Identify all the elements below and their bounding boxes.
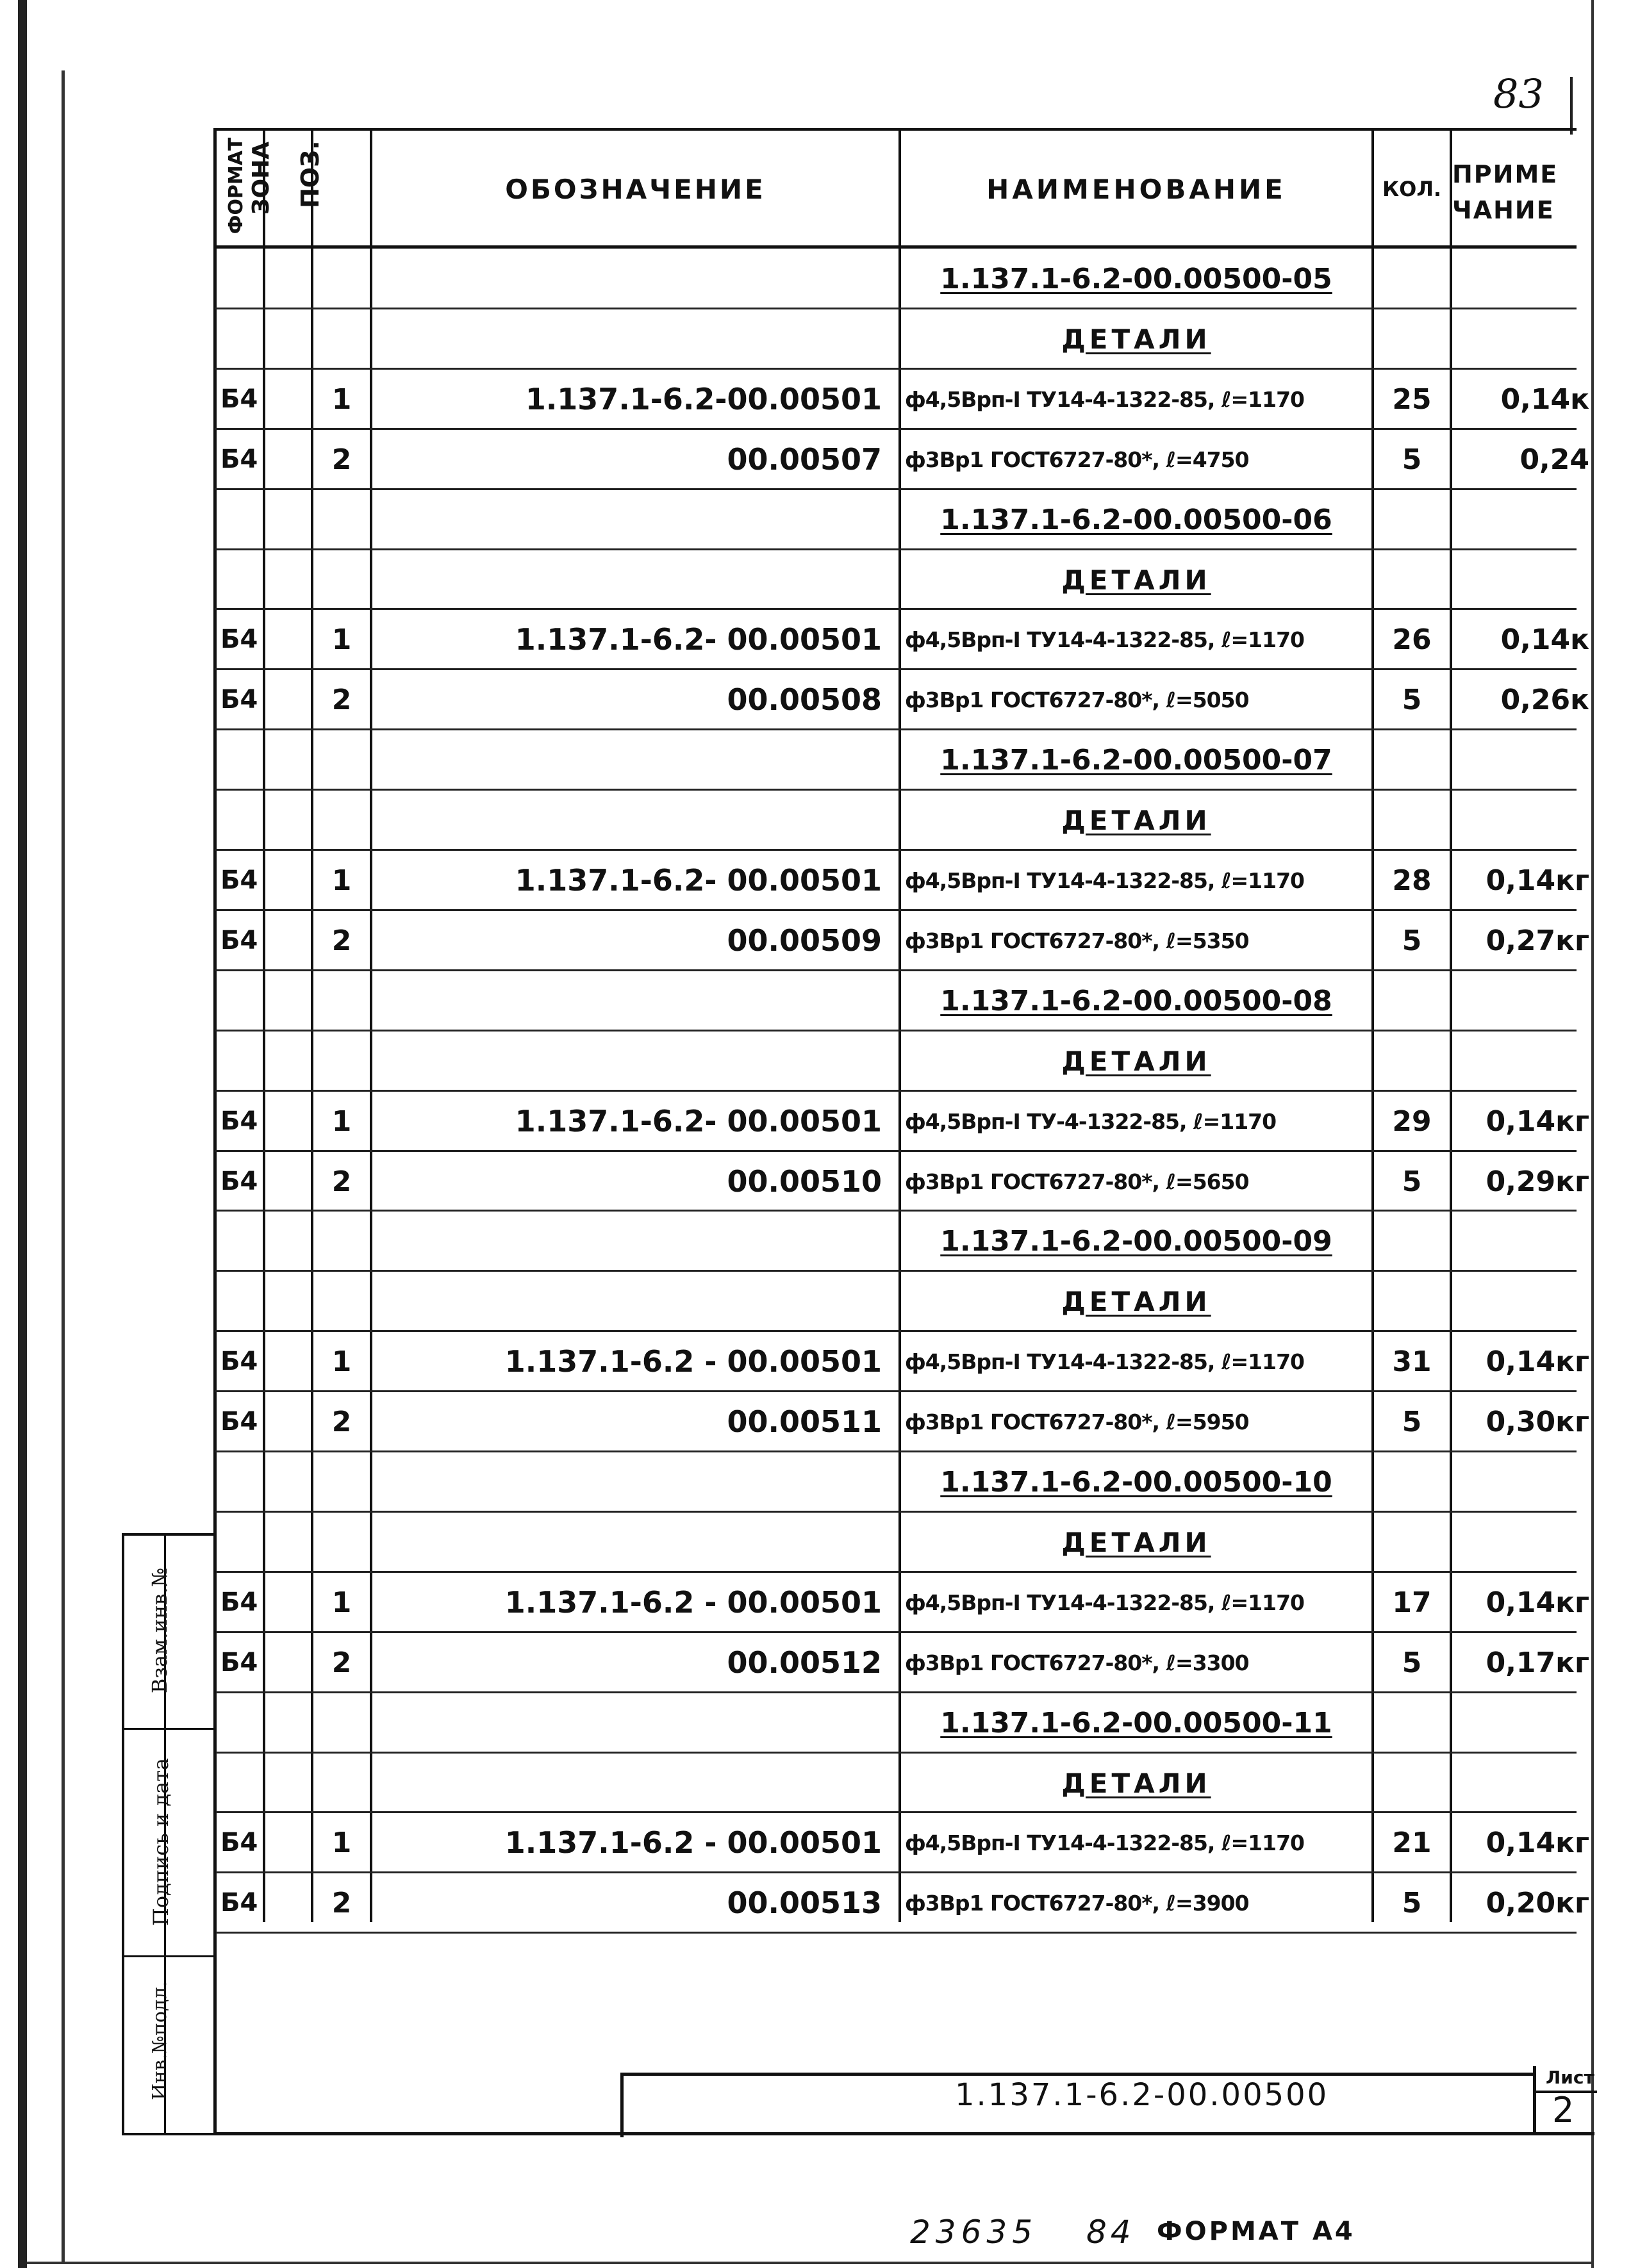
sheet-number: 83 (1493, 70, 1544, 117)
cell-qty: 29 (1392, 1105, 1432, 1138)
cell-name: ф4,5Врп-I ТУ14-4-1322-85, ℓ=1170 (905, 1349, 1305, 1374)
cell-name: ф3Вр1 ГОСТ6727-80*, ℓ=5050 (905, 687, 1249, 712)
cell-qty: 28 (1392, 864, 1432, 897)
cell-format: Б4 (220, 1588, 258, 1617)
cell-qty: 26 (1392, 623, 1432, 656)
cell-format: Б4 (220, 1167, 258, 1196)
cell-format: Б4 (220, 1347, 258, 1376)
cell-note: 0,14кг (1486, 1826, 1589, 1859)
cell-format: Б4 (220, 866, 258, 895)
cell-qty: 25 (1392, 382, 1432, 416)
section-title: ДЕТАЛИ (1061, 1285, 1211, 1317)
footer-page: 84 (1086, 2214, 1135, 2251)
group-title: 1.137.1-6.2-00.00500-10 (940, 1465, 1332, 1499)
cell-note: 0,14кг (1486, 1345, 1589, 1378)
row-divider (215, 308, 1577, 309)
cell-designation: 1.137.1-6.2-00.00501 (525, 382, 882, 416)
cell-pos: 2 (331, 1405, 352, 1438)
row-divider (215, 789, 1577, 791)
cell-note: 0,27кг (1486, 924, 1589, 957)
sheet-value: 2 (1552, 2090, 1575, 2130)
cell-pos: 2 (331, 1886, 352, 1919)
cell-qty: 5 (1402, 1886, 1422, 1919)
row-divider (215, 1030, 1577, 1031)
archive-number: 23635 (910, 2214, 1038, 2251)
row-divider (215, 548, 1577, 550)
cell-format: Б4 (220, 625, 258, 654)
cell-designation: 00.00509 (727, 923, 882, 958)
cell-name: ф4,5Врп-I ТУ14-4-1322-85, ℓ=1170 (905, 1590, 1305, 1615)
cell-format: Б4 (220, 1828, 258, 1857)
cell-name: ф3Вр1 ГОСТ6727-80*, ℓ=4750 (905, 447, 1249, 472)
cell-format: Б4 (220, 445, 258, 474)
header-designation: ОБОЗНАЧЕНИЕ (505, 173, 766, 205)
cell-pos: 1 (331, 1105, 352, 1138)
cell-format: Б4 (220, 1407, 258, 1436)
cell-note: 0,17кг (1486, 1646, 1589, 1679)
group-title: 1.137.1-6.2-00.00500-06 (940, 503, 1332, 536)
header-note-line2: ЧАНИЕ (1452, 196, 1555, 224)
cell-pos: 2 (331, 1165, 352, 1198)
header-qty: КОЛ. (1382, 177, 1442, 201)
section-title: ДЕТАЛИ (1061, 1045, 1211, 1077)
header-pos: ПОЗ. (296, 140, 324, 208)
cell-format: Б4 (220, 926, 258, 955)
cell-name: ф3Вр1 ГОСТ6727-80*, ℓ=5650 (905, 1169, 1249, 1194)
cell-note: 0,24 (1519, 443, 1589, 476)
cell-designation: 00.00511 (727, 1404, 882, 1439)
group-title: 1.137.1-6.2-00.00500-07 (940, 743, 1332, 777)
cell-name: ф4,5Врп-I ТУ14-4-1322-85, ℓ=1170 (905, 1830, 1305, 1855)
sheet-label: Лист (1546, 2067, 1594, 2088)
cell-name: ф4,5Врп-I ТУ14-4-1322-85, ℓ=1170 (905, 386, 1305, 412)
cell-designation: 00.00512 (727, 1645, 882, 1680)
cell-name: ф4,5Врп-I ТУ14-4-1322-85, ℓ=1170 (905, 627, 1305, 652)
cell-format: Б4 (220, 1648, 258, 1677)
cell-qty: 5 (1402, 1165, 1422, 1198)
group-title: 1.137.1-6.2-00.00500-09 (940, 1224, 1332, 1258)
cell-pos: 1 (331, 1586, 352, 1619)
group-title: 1.137.1-6.2-00.00500-05 (940, 262, 1332, 295)
cell-name: ф3Вр1 ГОСТ6727-80*, ℓ=5350 (905, 928, 1249, 953)
cell-pos: 2 (331, 1646, 352, 1679)
cell-note: 0,30кг (1486, 1405, 1589, 1438)
cell-qty: 5 (1402, 443, 1422, 476)
cell-name: ф4,5Врп-I ТУ14-4-1322-85, ℓ=1170 (905, 867, 1305, 893)
cell-pos: 2 (331, 683, 352, 716)
section-title: ДЕТАЛИ (1061, 804, 1211, 836)
section-title: ДЕТАЛИ (1061, 1526, 1211, 1558)
cell-designation: 1.137.1-6.2- 00.00501 (515, 1104, 882, 1138)
cell-pos: 2 (331, 443, 352, 476)
stamp-sign-date: Подпись и дата (149, 1757, 173, 1927)
cell-designation: 00.00513 (727, 1886, 882, 1920)
cell-pos: 1 (331, 382, 352, 416)
cell-format: Б4 (220, 1106, 258, 1136)
cell-qty: 21 (1392, 1826, 1432, 1859)
cell-designation: 00.00507 (727, 442, 882, 477)
header-format: ФОРМАТ (225, 137, 247, 234)
cell-designation: 1.137.1-6.2- 00.00501 (515, 622, 882, 657)
cell-name: ф4,5Врп-I ТУ-4-1322-85, ℓ=1170 (905, 1108, 1277, 1134)
cell-note: 0,26к (1500, 683, 1589, 716)
cell-qty: 5 (1402, 924, 1422, 957)
group-title: 1.137.1-6.2-00.00500-11 (940, 1706, 1332, 1739)
stamp-inv-original: Инв.№подл. (149, 1980, 171, 2101)
row-divider (215, 1752, 1577, 1754)
cell-name: ф3Вр1 ГОСТ6727-80*, ℓ=3300 (905, 1650, 1249, 1675)
row-divider (215, 1511, 1577, 1513)
document-code: 1.137.1-6.2-00.00500 (955, 2077, 1329, 2113)
cell-pos: 2 (331, 924, 352, 957)
cell-qty: 17 (1392, 1586, 1432, 1619)
row-divider (215, 1270, 1577, 1272)
stamp-inv-replace: Взам.инв.№ (147, 1567, 172, 1694)
cell-note: 0,14кг (1486, 864, 1589, 897)
cell-designation: 1.137.1-6.2 - 00.00501 (504, 1825, 882, 1860)
cell-note: 0,20кг (1486, 1886, 1589, 1919)
header-note (1452, 147, 1593, 237)
header-note-line1: ПРИМЕ (1452, 160, 1559, 188)
cell-pos: 1 (331, 864, 352, 897)
cell-designation: 00.00510 (727, 1164, 882, 1199)
cell-name: ф3Вр1 ГОСТ6727-80*, ℓ=3900 (905, 1890, 1249, 1916)
cell-pos: 1 (331, 1826, 352, 1859)
section-title: ДЕТАЛИ (1061, 1767, 1211, 1799)
cell-qty: 5 (1402, 683, 1422, 716)
group-title: 1.137.1-6.2-00.00500-08 (940, 984, 1332, 1017)
cell-designation: 00.00508 (727, 682, 882, 717)
footer-format-label: ФОРМАТ А4 (1157, 2217, 1355, 2246)
cell-note: 0,14кг (1486, 1105, 1589, 1138)
cell-designation: 1.137.1-6.2 - 00.00501 (504, 1344, 882, 1379)
header-name: НАИМЕНОВАНИЕ (986, 173, 1286, 205)
cell-qty: 31 (1392, 1345, 1432, 1378)
cell-format: Б4 (220, 685, 258, 714)
cell-name: ф3Вр1 ГОСТ6727-80*, ℓ=5950 (905, 1409, 1249, 1434)
cell-designation: 1.137.1-6.2- 00.00501 (515, 863, 882, 898)
cell-qty: 5 (1402, 1646, 1422, 1679)
header-zone: ЗОНА (248, 141, 274, 215)
cell-note: 0,14кг (1486, 1586, 1589, 1619)
cell-note: 0,29кг (1486, 1165, 1589, 1198)
cell-note: 0,14к (1500, 623, 1589, 656)
cell-pos: 1 (331, 1345, 352, 1378)
cell-qty: 5 (1402, 1405, 1422, 1438)
section-title: ДЕТАЛИ (1061, 564, 1211, 596)
cell-format: Б4 (220, 1888, 258, 1918)
section-title: ДЕТАЛИ (1061, 323, 1211, 355)
cell-designation: 1.137.1-6.2 - 00.00501 (504, 1585, 882, 1620)
cell-format: Б4 (220, 384, 258, 414)
cell-note: 0,14к (1500, 382, 1589, 416)
cell-pos: 1 (331, 623, 352, 656)
